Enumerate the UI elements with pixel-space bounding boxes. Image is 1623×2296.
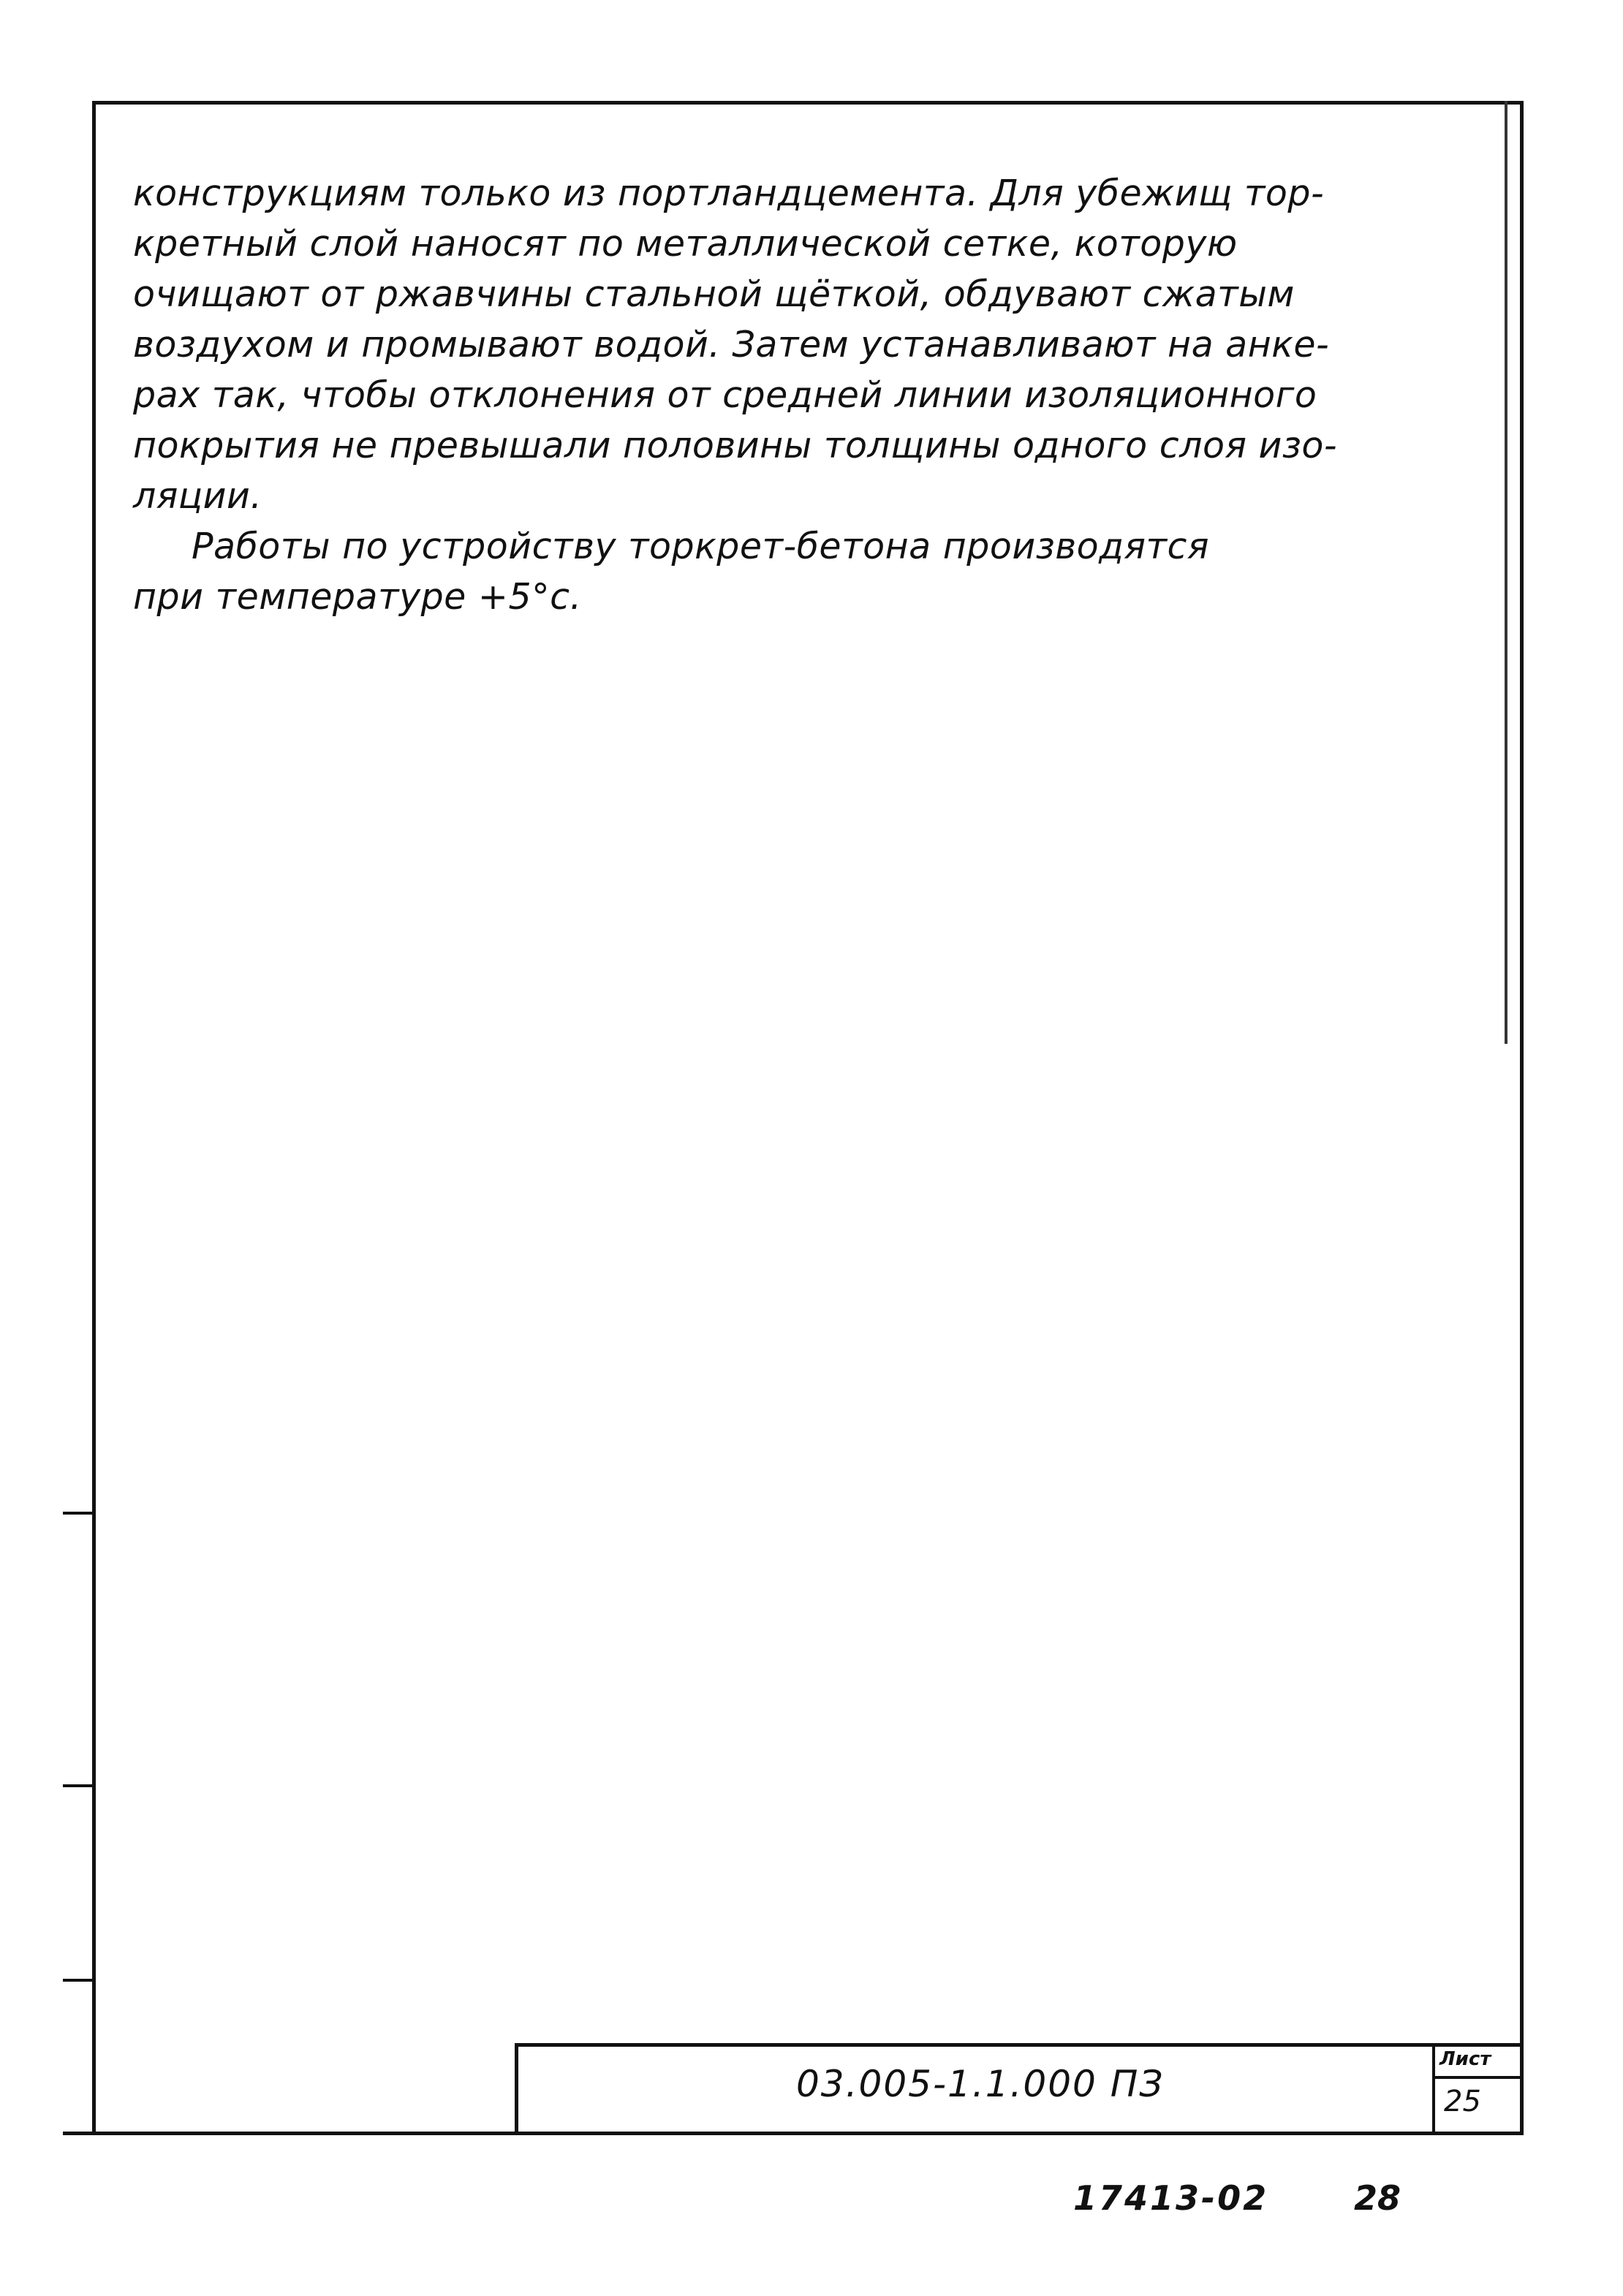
margin-tick: [63, 1979, 95, 1982]
margin-tick: [63, 1784, 95, 1787]
body-line: очищают от ржавчины стальной щёткой, обдувают сжатым: [133, 273, 1295, 315]
sheet-label: Лист: [1439, 2048, 1491, 2070]
document-designation: 03.005-1.1.000 ПЗ: [796, 2063, 1165, 2105]
body-line: ляции.: [133, 475, 262, 517]
body-line: кретный слой наносят по металлической сетке, которую: [133, 223, 1238, 265]
footer-code: 17413-02: [1073, 2178, 1269, 2218]
footer-page-number: 28: [1354, 2178, 1401, 2218]
body-line: покрытия не превышали половины толщины одного слоя изо-: [133, 425, 1338, 466]
margin-tick: [63, 1512, 95, 1515]
body-line: воздухом и промывают водой. Затем устанавливают на анке-: [133, 324, 1330, 365]
sheet-cell: [1432, 2047, 1520, 2134]
sheet-divider: [1435, 2076, 1520, 2079]
frame-right-inner-line: [1505, 101, 1507, 1044]
body-line: при температуре +5°с.: [133, 576, 582, 618]
body-line: рах так, чтобы отклонения от средней линии изоляционного: [133, 374, 1317, 416]
body-line: конструкциям только из портландцемента. Для убежищ тор-: [133, 173, 1325, 214]
body-text: [133, 168, 1471, 622]
body-paragraph-start: Работы по устройству торкрет-бетона производятся: [192, 526, 1209, 567]
sheet-number: 25: [1444, 2085, 1481, 2118]
title-block: [515, 2043, 1520, 2134]
